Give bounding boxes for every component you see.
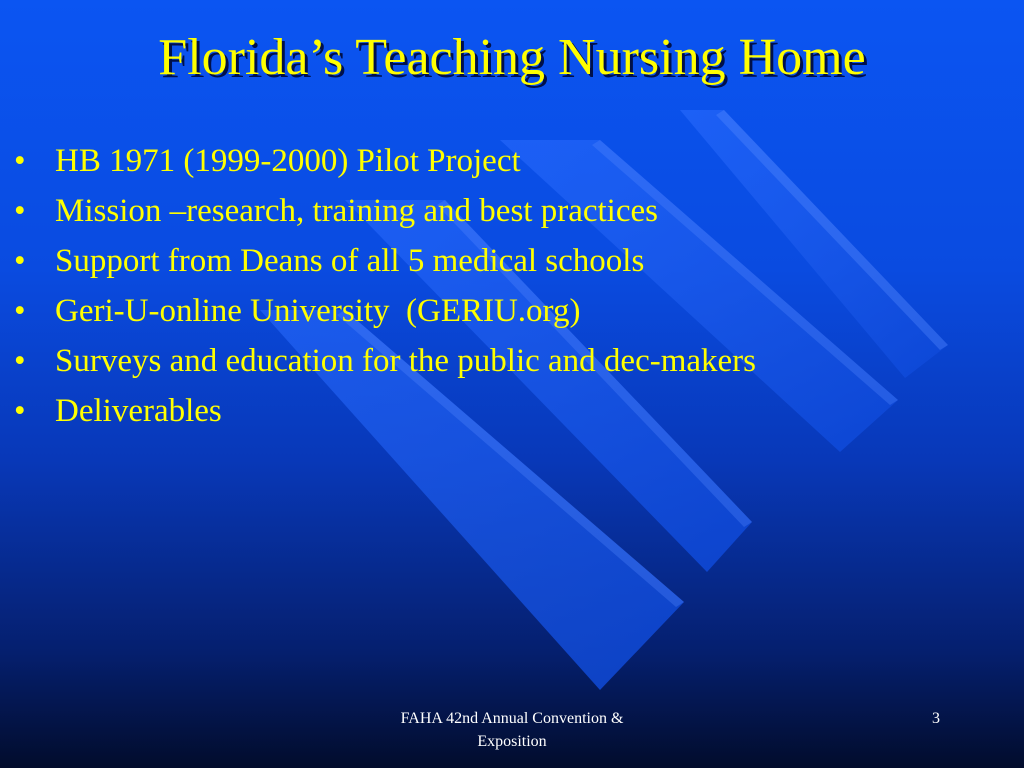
bullet-item [14, 136, 756, 186]
bullet-icon: • [14, 193, 26, 229]
footer-line: FAHA 42nd Annual Convention & [400, 710, 624, 727]
bullet-icon: • [14, 243, 26, 279]
bullet-item [14, 386, 756, 436]
bullet-text: Support from Deans of all 5 medical schools [55, 243, 645, 279]
bullet-item [14, 336, 756, 386]
bullet-icon: • [14, 293, 26, 329]
bullet-text: Surveys and education for the public and dec-makers [55, 343, 757, 379]
slide-title: Florida’s Teaching Nursing Home [158, 29, 866, 86]
bullet-text: HB 1971 (1999-2000) Pilot Project [55, 143, 521, 179]
bullet-text: Mission –research, training and best practices [55, 193, 658, 229]
bullet-item [14, 186, 756, 236]
bullet-text: Geri-U-online University (GERIU.org) [55, 293, 581, 329]
bullet-icon: • [14, 143, 26, 179]
bullet-icon: • [14, 343, 26, 379]
bullet-icon: • [14, 393, 26, 429]
footer-line: Exposition [477, 733, 547, 750]
bullet-list [14, 136, 756, 436]
page-number: 3 [932, 710, 940, 727]
bullet-text: Deliverables [55, 393, 222, 429]
footer-text [362, 707, 662, 753]
bullet-item [14, 236, 756, 286]
bullet-item [14, 286, 756, 336]
